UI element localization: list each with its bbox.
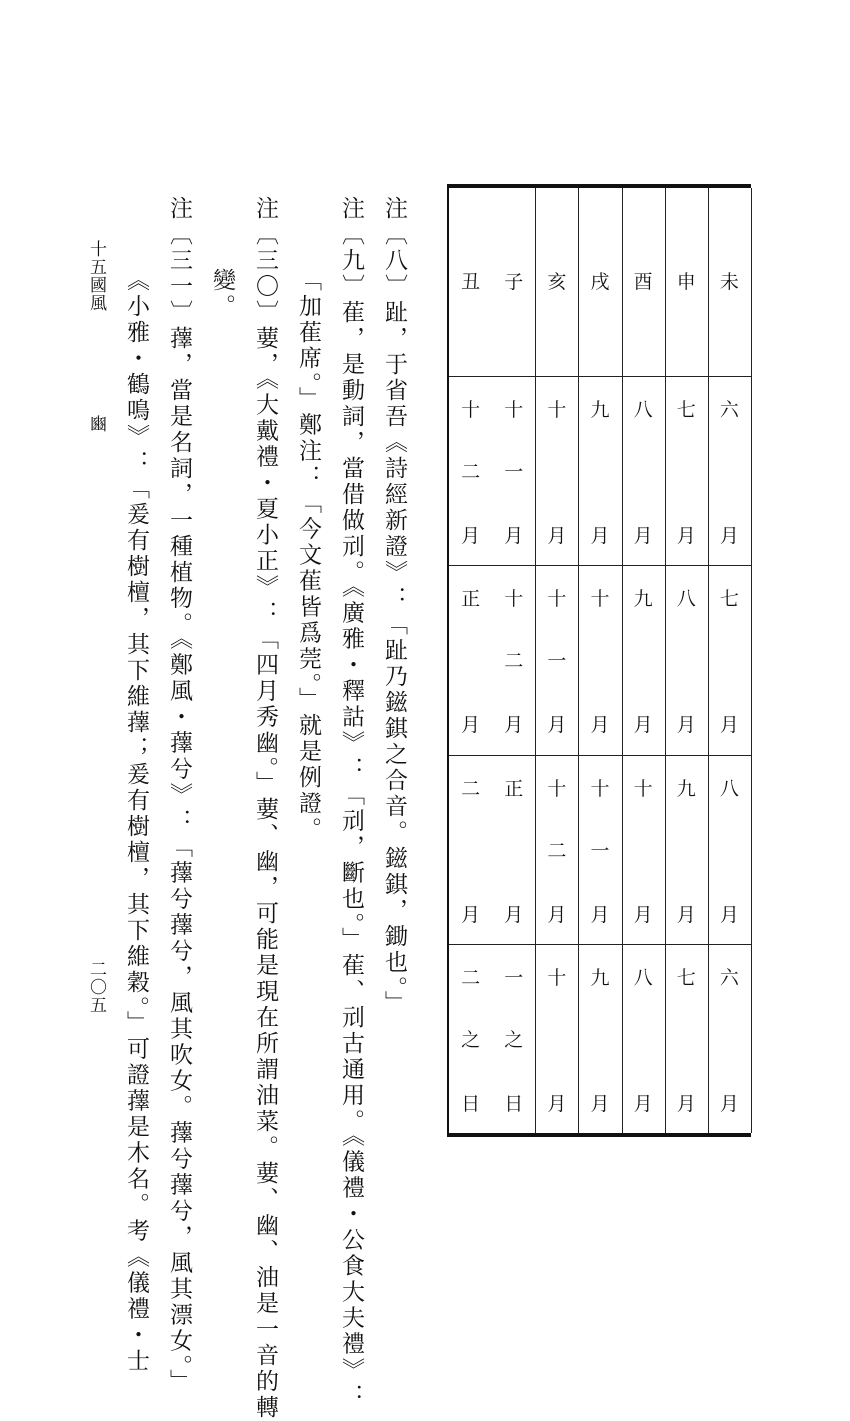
table-cell	[449, 376, 492, 565]
note-31: 注〔三一〕蘀，當是名詞，一種植物。《鄭風・蘀兮》：「蘀兮蘀兮，風其吹女。蘀兮蘀兮，風其漂女。」	[166, 196, 192, 1395]
table-cell	[708, 565, 751, 754]
cell-char: 日	[461, 1092, 481, 1115]
table-header-cell	[535, 188, 578, 376]
table-column	[492, 188, 536, 1133]
cell-char: 月	[590, 1092, 610, 1115]
page-number: 二〇五	[86, 960, 106, 1014]
table-cell	[535, 755, 578, 944]
table-cell	[578, 755, 621, 944]
table-cell	[535, 376, 578, 565]
cell-char: 二	[547, 839, 567, 862]
table-header-cell	[665, 188, 708, 376]
cell-char: 一	[590, 839, 610, 862]
table-cell	[708, 755, 751, 944]
cell-char: 之	[504, 1028, 524, 1051]
table-cell	[665, 755, 708, 944]
cell-char: 月	[719, 525, 739, 547]
cell-char: 一	[504, 966, 524, 989]
note-30: 注〔三〇〕葽，《大戴禮・夏小正》：「四月秀幽。」葽、幽，可能是現在所謂油菜。葽、幽、油是一音的轉	[252, 196, 278, 1421]
cell-char: 月	[719, 714, 739, 737]
cell-char: 十	[590, 777, 610, 800]
note-8: 注〔八〕趾，于省吾《詩經新證》：「趾乃鎡錤之合音。鎡錤，鋤也。」	[381, 196, 407, 1017]
cell-char: 六	[719, 966, 739, 989]
cell-char: 正	[504, 777, 524, 800]
cell-char: 正	[461, 588, 481, 611]
cell-char: 七	[676, 966, 696, 989]
cell-char: 一	[504, 461, 524, 483]
table-header-cell	[622, 188, 665, 376]
table-cell	[578, 565, 621, 754]
note-31-continued: 《小雅・鶴鳴》：「爰有樹檀，其下維蘀；爰有樹檀，其下維穀。」可證蘀是木名。考《儀禮・士	[123, 268, 149, 1375]
cell-char: 十	[504, 588, 524, 611]
table-cell	[622, 565, 665, 754]
cell-char: 月	[633, 525, 653, 547]
cell-char: 月	[590, 714, 610, 737]
cell-char: 八	[676, 588, 696, 611]
table-column	[578, 188, 622, 1133]
cell-char: 九	[633, 588, 653, 611]
branch-label: 丑	[461, 271, 481, 293]
table-cell	[665, 944, 708, 1133]
cell-char: 十	[547, 777, 567, 800]
cell-char: 十	[547, 588, 567, 611]
cell-char: 月	[676, 1092, 696, 1115]
cell-char: 月	[547, 714, 567, 737]
cell-char: 月	[590, 525, 610, 547]
cell-char: 月	[633, 714, 653, 737]
cell-char: 十	[504, 399, 524, 421]
cell-char: 八	[633, 399, 653, 421]
branch-label: 酉	[633, 271, 653, 293]
table-cell	[449, 755, 492, 944]
cell-char: 月	[504, 525, 524, 547]
cell-char: 八	[633, 966, 653, 989]
table-cell	[578, 944, 621, 1133]
cell-char: 月	[504, 714, 524, 737]
cell-char: 月	[461, 903, 481, 926]
cell-char: 月	[461, 525, 481, 547]
table-header-cell	[578, 188, 621, 376]
table-cell	[535, 944, 578, 1133]
table-column	[535, 188, 579, 1133]
cell-char: 八	[719, 777, 739, 800]
table-header-cell	[708, 188, 751, 376]
table-cell	[665, 565, 708, 754]
table-column	[622, 188, 666, 1133]
cell-char: 月	[676, 525, 696, 547]
cell-char: 二	[461, 461, 481, 483]
table-cell	[708, 376, 751, 565]
table-cell	[665, 376, 708, 565]
cell-char: 月	[676, 903, 696, 926]
cell-char: 一	[547, 650, 567, 673]
month-correspondence-table	[447, 184, 751, 1137]
cell-char: 月	[676, 714, 696, 737]
cell-char: 月	[461, 714, 481, 737]
table-header-cell	[492, 188, 535, 376]
cell-char: 二	[461, 777, 481, 800]
cell-char: 九	[590, 966, 610, 989]
cell-char: 之	[461, 1028, 481, 1051]
cell-char: 七	[676, 399, 696, 421]
cell-char: 七	[719, 588, 739, 611]
table-cell	[708, 944, 751, 1133]
cell-char: 九	[676, 777, 696, 800]
table-cell	[449, 565, 492, 754]
table-cell	[492, 376, 535, 565]
cell-char: 月	[633, 903, 653, 926]
table-cell	[492, 944, 535, 1133]
note-30-continued: 變。	[209, 268, 235, 320]
cell-char: 十	[547, 966, 567, 989]
cell-char: 月	[547, 903, 567, 926]
branch-label: 戌	[590, 271, 610, 293]
cell-char: 月	[590, 903, 610, 926]
cell-char: 十	[461, 399, 481, 421]
note-9: 注〔九〕萑，是動詞，當借做刓。《廣雅・釋詁》：「刓，斷也。」萑、刓古通用。《儀禮・公食大夫禮》：	[338, 196, 364, 1410]
table-cell	[492, 565, 535, 754]
table-cell	[535, 565, 578, 754]
cell-char: 十	[590, 588, 610, 611]
table-cell	[578, 376, 621, 565]
note-9-continued: 「加萑席。」鄭注：「今文萑皆爲莞。」就是例證。	[295, 268, 321, 843]
cell-char: 六	[719, 399, 739, 421]
cell-char: 月	[547, 525, 567, 547]
branch-label: 申	[676, 271, 696, 293]
table-cell	[622, 944, 665, 1133]
branch-label: 未	[719, 271, 739, 293]
cell-char: 十	[633, 777, 653, 800]
cell-char: 十	[547, 399, 567, 421]
cell-char: 二	[461, 966, 481, 989]
branch-label: 子	[504, 271, 524, 293]
branch-label: 亥	[547, 271, 567, 293]
table-cell	[449, 944, 492, 1133]
table-column	[708, 188, 752, 1133]
cell-char: 月	[504, 903, 524, 926]
table-cell	[622, 755, 665, 944]
section-title: 十五國風	[86, 240, 106, 312]
table-column	[449, 188, 492, 1133]
cell-char: 月	[547, 1092, 567, 1115]
cell-char: 二	[504, 650, 524, 673]
table-cell	[492, 755, 535, 944]
cell-char: 日	[504, 1092, 524, 1115]
table-cell	[622, 376, 665, 565]
table-header-cell	[449, 188, 492, 376]
chapter-mark: 豳	[86, 415, 106, 433]
cell-char: 月	[719, 1092, 739, 1115]
table-column	[665, 188, 709, 1133]
cell-char: 月	[633, 1092, 653, 1115]
cell-char: 月	[719, 903, 739, 926]
cell-char: 九	[590, 399, 610, 421]
